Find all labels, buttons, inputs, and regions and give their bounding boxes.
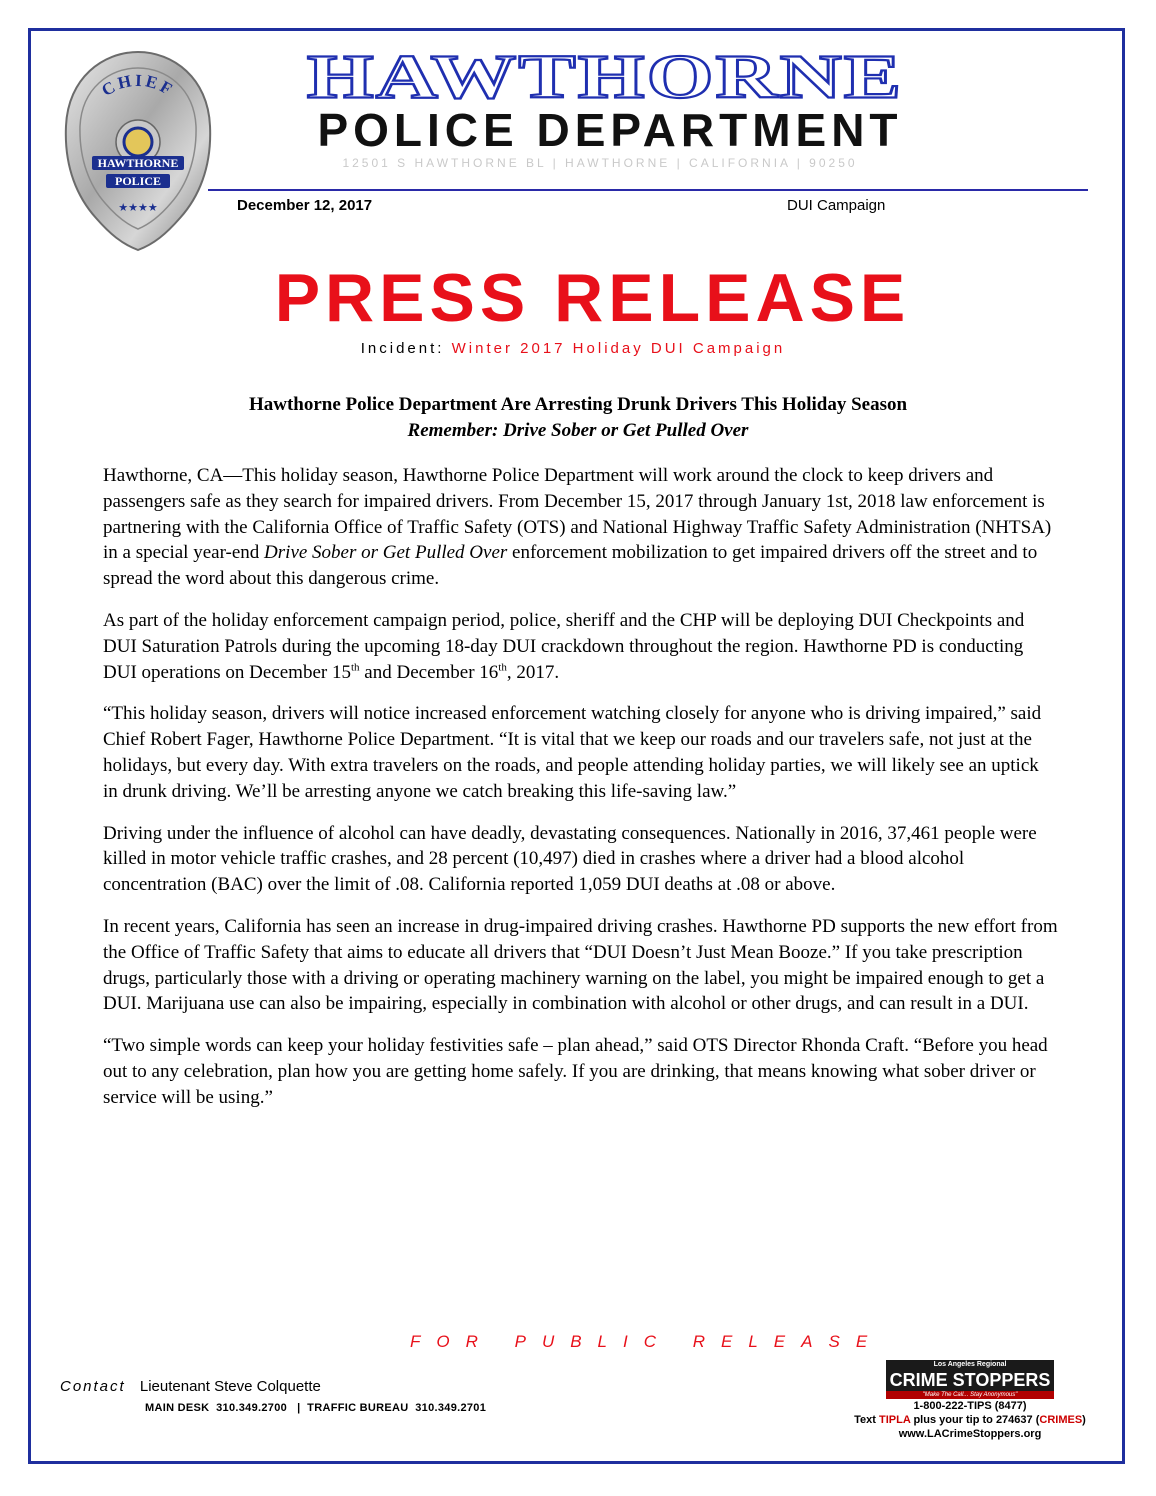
paragraph-1-text: Hawthorne, CA—This holiday season, Hawthorne Police Department will work around the clock to keep drivers and passengers safe as they search for impaired drivers. From December 15, 2017 through January 1st, 2018 law enforcement is partnering with the California Office of Traffic Safety (OTS) and National Highway Traffic Safety Administration (NHTSA) in a special year-end [103, 465, 1052, 564]
paragraph-2 [103, 608, 1058, 685]
paragraph-6: “Two simple words can keep your holiday festivities safe – plan ahead,” said OTS Director Rhonda Craft. “Before you head out to any celebration, plan how you are getting home safely. If you are drinking, that means knowing what sober driver or service will be using.” [103, 1035, 1048, 1108]
text-suffix: ) [1082, 1414, 1086, 1426]
crime-stoppers-website: www.LACrimeStoppers.org [898, 1428, 1042, 1440]
paragraph-2-text-end: , 2017. [506, 661, 560, 683]
badge-stars: ★★★★ [118, 201, 158, 214]
public-release-label: FOR PUBLIC RELEASE [410, 1332, 884, 1351]
crime-stoppers-tagline: "Make The Call... Stay Anonymous" [886, 1391, 1054, 1399]
campaign-name-italic: Drive Sober or Get Pulled Over [264, 542, 508, 564]
crime-stoppers-region: Los Angeles Regional [886, 1360, 1054, 1369]
incident-value: Winter 2017 Holiday DUI Campaign [451, 340, 786, 357]
paragraph-2-text: As part of the holiday enforcement campaign period, police, sheriff and the CHP will be deploying DUI Checkpoints and DUI Saturation Patrols during the upcoming 18-day DUI crackdown throughout the region. Hawthorne PD is conducting DUI operations on December 15 [103, 609, 1025, 683]
paragraph-3: “This holiday season, drivers will notice increased enforcement watching closely for anyone who is driving impaired,” said Chief Robert Fager, Hawthorne Police Department. “It is vital that we keep our roads and our travelers safe, not just at the holidays, but every day. With extra travelers on the roads, and people attending holiday parties, we will likely see an uptick in drunk driving. We’ll be arresting anyone we catch breaking this life-saving law.” [103, 703, 1042, 802]
header-divider [208, 189, 1088, 191]
contact-line [60, 1378, 321, 1395]
department-name: HAWTHORNE [306, 42, 904, 112]
police-badge-logo [58, 48, 218, 253]
paragraph-4: Driving under the influence of alcohol can have deadly, devastating consequences. Nationally in 2016, 37,461 people were killed in motor vehicle traffic crashes, and 28 percent (10,497) died in crashes where a driver had a blood alcohol concentration (BAC) over the limit of .08. California reported 1,059 DUI deaths at .08 or above. [103, 822, 1037, 896]
incident-line [0, 340, 1146, 357]
text-middle: plus your tip to 274637 ( [910, 1414, 1040, 1426]
campaign-label: DUI Campaign [787, 197, 886, 214]
crime-stoppers-phone: 1-800-222-TIPS (8477) [913, 1400, 1027, 1412]
badge-middle-text: HAWTHORNE [97, 156, 179, 170]
text-word: CRIMES [1039, 1414, 1083, 1426]
crime-stoppers-text-line [850, 1413, 1090, 1427]
paragraph-1 [103, 463, 1058, 592]
ordinal-suffix: th [498, 661, 507, 674]
crime-stoppers-name: CRIME STOPPERS [886, 1369, 1054, 1391]
paragraph-1-text-end: enforcement mobilization to get impaired drivers off the street and to spread the word about this dangerous crime. [103, 542, 1038, 590]
text-code: TIPLA [879, 1414, 911, 1426]
release-date: December 12, 2017 [237, 197, 373, 214]
paragraph-2-text-mid: and December 16 [359, 661, 499, 683]
text-prefix: Text [854, 1414, 880, 1426]
department-subtitle: POLICE DEPARTMENT [317, 104, 903, 156]
contact-name: Lieutenant Steve Colquette [139, 1378, 321, 1395]
subheadline: Remember: Drive Sober or Get Pulled Over [407, 420, 749, 441]
press-body [103, 463, 1058, 1127]
contact-phones: MAIN DESK 310.349.2700 | TRAFFIC BUREAU 310.349.2701 [145, 1402, 487, 1414]
contact-label: Contact [60, 1378, 126, 1395]
department-address: 12501 S HAWTHORNE BL | HAWTHORNE | CALIFORNIA | 90250 [342, 156, 858, 170]
incident-label: Incident: [360, 340, 445, 357]
headline: Hawthorne Police Department Are Arresting Drunk Drivers This Holiday Season [248, 394, 908, 415]
badge-bottom-text: POLICE [114, 174, 162, 188]
paragraph-5: In recent years, California has seen an increase in drug-impaired driving crashes. Hawthorne PD supports the new effort from the Office of Traffic Safety that aims to educate all drivers that “DUI Doesn’t Just Mean Booze.” If you take prescription drugs, particularly those with a driving or operating machinery warning on the label, you might be impaired enough to get a DUI. Marijuana use can also be impairing, especially in combination with alcohol or other drugs, and can result in a DUI. [103, 915, 1058, 1015]
badge-top-text: CHIEF [98, 70, 178, 101]
press-release-title: PRESS RELEASE [274, 260, 911, 336]
crime-stoppers-logo [850, 1360, 1090, 1441]
ordinal-suffix: th [350, 661, 360, 674]
